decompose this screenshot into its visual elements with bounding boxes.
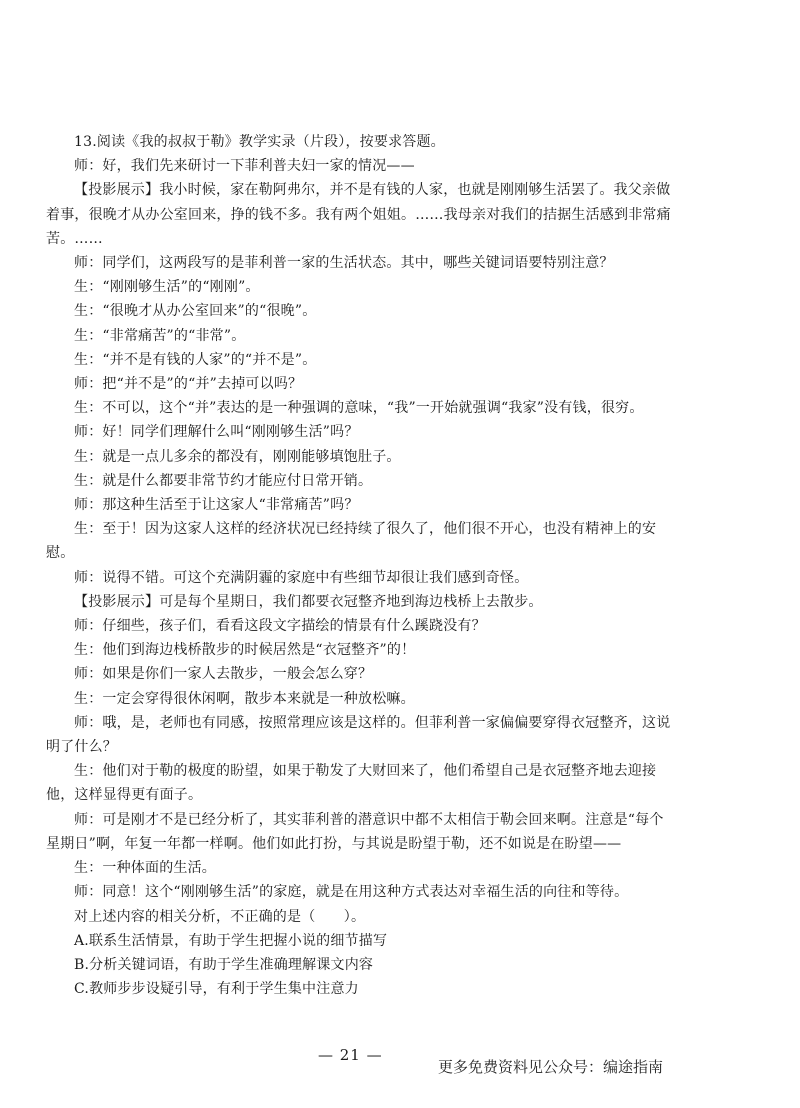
projection-quote: 【投影展示】可是每个星期日，我们都要衣冠整齐地到海边栈桥上去散步。: [74, 593, 543, 610]
dialogue-line: 师：可是刚才不是已经分析了，其实菲利普的潜意识中都不太相信于勒会回来啊。注意是“每个星期日”啊，年复一年都一样啊。他们如此打扮，与其说是盼望于勒，还不如说是在盼望——: [46, 811, 664, 852]
dialogue-line: 生：一定会穿得很休闲啊，散步本来就是一种放松嘛。: [74, 690, 415, 707]
option-b: B.分析关键词语，有助于学生准确理解课文内容: [74, 956, 374, 973]
dialogue-line: 师：同学们，这两段写的是菲利普一家的生活状态。其中，哪些关键词语要特别注意？: [74, 255, 614, 272]
question-prompt: 对上述内容的相关分析，不正确的是（ ）。: [74, 908, 366, 925]
dialogue-line: 师：哦，是，老师也有同感，按照常理应该是这样的。但菲利普一家偏偏要穿得衣冠整齐，这说明了什么？: [46, 714, 671, 756]
dialogue-line: 师：同意！这个“刚刚够生活”的家庭，就是在用这种方式表达对幸福生活的向往和等待。: [74, 884, 629, 901]
dialogue-line: 生：一种体面的生活。: [74, 860, 216, 877]
dialogue-line: 生：“并不是有钱的人家”的“并不是”。: [74, 351, 317, 368]
dialogue-line: 师：好！同学们理解什么叫“刚刚够生活”吗？: [74, 424, 359, 441]
dialogue-line: 师：仔细些，孩子们，看看这段文字描绘的情景有什么蹊跷没有？: [74, 618, 486, 635]
dialogue-line: 生：至于！因为这家人这样的经济状况已经持续了很久了，他们很不开心，也没有精神上的安慰。: [46, 521, 657, 562]
question-title: 13.阅读《我的叔叔于勒》教学实录（片段），按要求答题。: [74, 134, 445, 150]
dialogue-line: 生：“刚刚够生活”的“刚刚”。: [74, 279, 260, 296]
dialogue-line: 生：“非常痛苦”的“非常”。: [74, 327, 246, 344]
dialogue-line: 生：“很晚才从办公室回来”的“很晚”。: [74, 303, 317, 320]
dialogue-line: 生：他们对于勒的极度的盼望，如果于勒发了大财回来了，他们希望自己是衣冠整齐地去迎接他，这样显得更有面子。: [46, 763, 657, 804]
dialogue-line: 生：就是什么都要非常节约才能应付日常开销。: [74, 472, 373, 489]
dialogue-line: 生：就是一点儿多余的都没有，刚刚能够填饱肚子。: [74, 448, 401, 465]
page-number: — 21 —: [318, 1046, 383, 1064]
dialogue-line: 师：说得不错。可这个充满阴霾的家庭中有些细节却很让我们感到奇怪。: [74, 569, 529, 586]
footer-note: 更多免费资料见公众号：编途指南: [438, 1058, 664, 1076]
option-c: C.教师步步设疑引导，有利于学生集中注意力: [74, 981, 359, 998]
dialogue-line: 师：那这种生活至于让这家人“非常痛苦”吗？: [74, 497, 359, 514]
question-block: [46, 130, 676, 1001]
option-a: A.联系生活情景，有助于学生把握小说的细节描写: [74, 932, 388, 949]
dialogue-line: 师：如果是你们一家人去散步，一般会怎么穿？: [74, 666, 373, 683]
dialogue-line: 师：把“并不是”的“并”去掉可以吗？: [74, 376, 303, 393]
dialogue-line: 生：不可以，这个“并”表达的是一种强调的意味，“我”一开始就强调“我家”没有钱，很穷。: [74, 400, 644, 417]
dialogue-line: 师：好，我们先来研讨一下菲利普夫妇一家的情况——: [74, 158, 415, 175]
dialogue-line: 生：他们到海边栈桥散步的时候居然是“衣冠整齐”的！: [74, 642, 416, 659]
projection-quote: 【投影展示】我小时候，家在勒阿弗尔，并不是有钱的人家，也就是刚刚够生活罢了。我父亲做着事，很晚才从办公室回来，挣的钱不多。我有两个姐姐。……我母亲对我们的拮据生活感到非常痛苦。……: [46, 182, 671, 247]
